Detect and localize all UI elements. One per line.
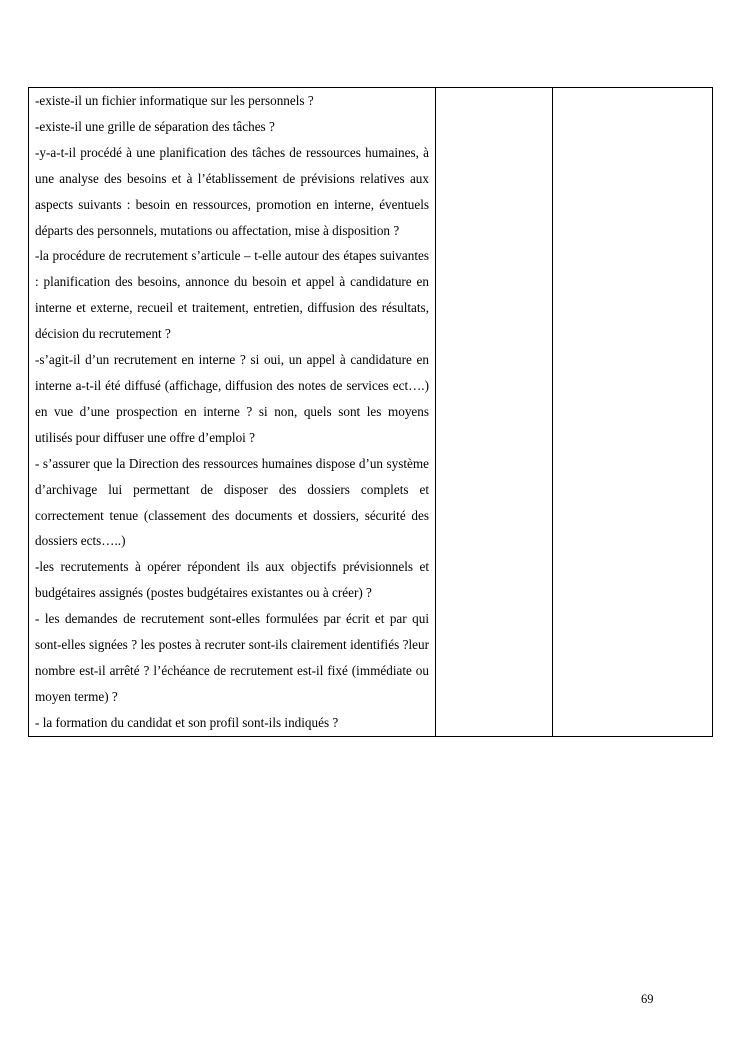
- question-item: - la formation du candidat et son profil sont-ils indiqués ?: [35, 714, 339, 730]
- empty-answer-cell: [436, 88, 553, 737]
- question-item: - s’assurer que la Direction des ressources humaines dispose d’un système d’archivage lui permettant de disposer des dossiers complets et correctement tenue (classement des documents et dossiers, sécurité des dossiers ects…..): [35, 455, 429, 549]
- question-item: -existe-il un fichier informatique sur les personnels ?: [35, 93, 314, 108]
- question-item: -s’agit-il d’un recrutement en interne ? si oui, un appel à candidature en interne a-t-il été diffusé (affichage, diffusion des notes de services ect….) en vue d’une prospection en interne ? si non, quels sont les moyens utilisés pour diffuser une offre d’emploi ?: [35, 352, 429, 445]
- question-item: -la procédure de recrutement s’articule – t-elle autour des étapes suivantes : planification des besoins, annonce du besoin et appel à candidature en interne et externe, recueil et traitement, entretien, diffusion des résultats, décision du recrutement ?: [35, 248, 429, 342]
- question-item: -les recrutements à opérer répondent ils aux objectifs prévisionnels et budgétaires assignés (postes budgétaires existantes ou à créer) ?: [35, 559, 429, 601]
- question-item: -y-a-t-il procédé à une planification des tâches de ressources humaines, à une analyse des besoins et à l’établissement de prévisions relatives aux aspects suivants : besoin en ressources, promotion en interne, éventuels départs des personnels, mutations ou affectation, mise à disposition ?: [35, 144, 429, 238]
- question-item: -existe-il une grille de séparation des tâches ?: [35, 118, 275, 134]
- question-item: - les demandes de recrutement sont-elles formulées par écrit et par qui sont-elles signées ? les postes à recruter sont-ils clairement identifiés ?leur nombre est-il arrêté ? l’échéance de recrutement est-il fixé (immédiate ou moyen terme) ?: [35, 611, 429, 704]
- table-row: [29, 88, 713, 737]
- checklist-table: [28, 87, 713, 737]
- questions-cell: [29, 88, 436, 737]
- empty-comment-cell: [553, 88, 713, 737]
- page-number: 69: [641, 992, 654, 1006]
